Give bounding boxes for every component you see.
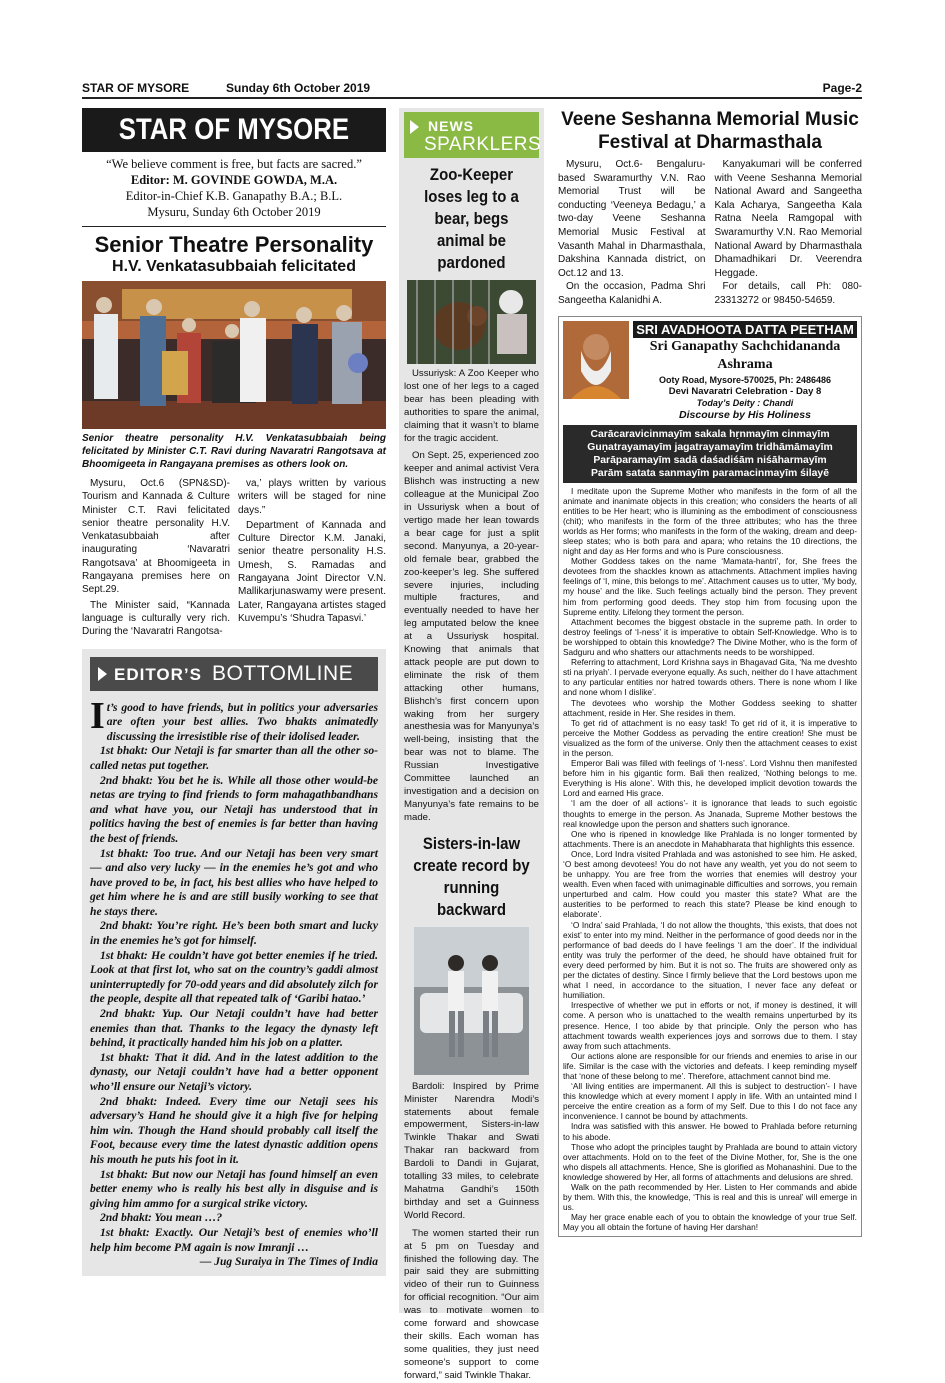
veene-col-b — [715, 158, 863, 308]
right-column — [558, 108, 862, 1237]
ad-ashrama-name: Sri Ganapathy Sachchidananda Ashrama — [649, 338, 841, 372]
felicitation-photo-image — [82, 281, 386, 429]
paragraph: To get rid of attachment is no easy task! To get rid of it, it is imperative to perceive the Mother Goddess as pervading the entire creation! She must be visualized as the form of the universe. Only then the attachment ceases to exist in the person. — [563, 717, 857, 758]
story-body — [82, 477, 386, 641]
paragraph-text: t’s good to have friends, but in politics your adversaries are often your best allies. Two bhakts animatedly discussing the irresistible rise of their idolised leader. — [106, 700, 378, 743]
paragraph: On Sept. 25, experienced zoo keeper and animal activist Vera Blishch was instructing a new colleague at the Municipal Zoo in Ussuriysk when a bout of vertigo made her lean towards a bear cage for just a split second. Manyunya, a 20-year-old female bear, grabbed the zoo-keeper’s leg. She suffered severe injuries, including multiple fractures, and eventually needed to have her leg amputated below the knee at a Ussuriysk hospital. Knowing that animals that attack people are put down to eliminate the risk of them attacking other humans, Blishch’s first concern upon waking from her surgery anesthesia was for Manyunya’s well-being, insisting that the bear was not to blame. The Russian Investigative Committee launched an investigation and a decision on Manyunya’s fate remains to be made. — [404, 450, 539, 823]
mantra-block — [563, 425, 857, 483]
paragraph: 2nd bhakt: You mean …? — [100, 1211, 223, 1225]
swamiji-portrait — [563, 321, 629, 399]
veene-col-a — [558, 158, 706, 308]
sparklers-label: SPARKLERS — [424, 134, 542, 155]
paragraph: Emperor Bali was filled with feelings of ‘I-ness’. Lord Vishnu then manifested before him in his gigantic form. Bali then realized, ‘Nothing belongs to me. Everything is His alone’. With this, he developed implicit devotion towards the Lord and earned His grace. — [563, 758, 857, 799]
bear-photo-image — [407, 280, 536, 364]
ad-address: Ooty Road, Mysore-570025, Ph: 2486486 — [658, 374, 832, 385]
triangle-icon — [410, 120, 419, 134]
drop-cap: I — [90, 694, 105, 737]
bottomline-body — [90, 694, 378, 1270]
felicitation-photo — [82, 281, 386, 429]
sisters-headline-text: Sisters-in-law create record by running backward — [413, 833, 530, 919]
ad-header — [563, 321, 857, 422]
ad-deity: Today’s Deity : Chandi — [696, 397, 794, 408]
masthead — [82, 108, 386, 152]
paragraph — [90, 694, 378, 745]
masthead-info — [82, 156, 386, 220]
editor-line: Editor: M. GOVINDE GOWDA, M.A. — [130, 173, 338, 187]
mantra-line: Parāparamayīm sadā daśadiśām niśāharmayīm — [593, 454, 827, 466]
chief-editor-line: Editor-in-Chief K.B. Ganapathy B.A.; B.L. — [125, 189, 343, 203]
mantra-line: Carācaravicinmayīm sakala hṛnmayīm cinmayīm — [590, 428, 830, 440]
paragraph: Kanyakumari will be conferred with Veene Seshanna Memorial National Award and Sangeetha Kala Acharya, Sangeetha Kala Ratna Neela Ramgopal with Swaramurthy V.N. Rao Memorial National Award by Dharmasthala Dhamadhikari Dr. Veerendra Heggade. — [714, 159, 862, 279]
paragraph: Referring to attachment, Lord Krishna says in Bhagavad Gita, ‘Na me dveshto sti na priyah’. I pervade everyone equally. As such, neither do I have attachment to any particular entities nor hatred towards others. There is none whom I like and none whom I dislike’. — [563, 657, 857, 698]
bottomline-label-1: EDITOR’S — [114, 664, 202, 684]
paragraph: Attachment becomes the biggest obstacle in the supreme path. In order to destroy feelings of ‘I-ness’ it is imperative to obtain Self-Knowledge. Who is to be worshipped to obtain this knowledge? The Divine Mother, who is the form of Sadguru and who shatters our attachments needs to be worshipped. — [563, 616, 857, 658]
zookeeper-headline-text: Zoo-Keeper loses leg to a bear, begs animal be pardoned — [424, 165, 519, 272]
paragraph: 1st bhakt: Our Netaji is far smarter than all the other so-called netas put together. — [90, 744, 378, 772]
photo-caption: Bardoli: Inspired by Prime Minister Narendra Modi’s statements about female empowerment, Sisters-in-law Twinkle Thakar and Swati Thakar ran backward from Bardoli to Dandi in Gujarat, totalling 33 miles, to celebrate Mahatma Gandhi’s 150th birthday and set a Guinness World Record. — [404, 1080, 539, 1221]
left-column — [82, 108, 386, 1276]
paragraph: 2nd bhakt: You bet he is. While all those other would-be netas are trying to find friends to form mahagathbandhans and what have you, our Netaji has understood that in politics having the best of enemies is far better than having the best of friends. — [90, 773, 378, 845]
divider — [82, 226, 386, 227]
news-sparklers-heading — [404, 112, 542, 158]
paragraph: The women started their run at 5 pm on Tuesday and finished the following day. The pair said they are submitting video of their run to Guinness for official recognition. “Our aim was to motivate women to come forward and showcase their skills. Each woman has some qualities, they just need someone’s support to come forward,” said Twinkle Thakar. — [404, 1227, 539, 1381]
paragraph: The Minister said, “Kannada language is culturally very rich. During the ‘Navaratri Rangotsa- — [82, 599, 230, 638]
mantra-line: Parām satata sanmayīm paramacinmayīm śilayē — [591, 467, 829, 479]
triangle-icon — [98, 667, 107, 681]
paragraph: 1st bhakt: That it did. And in the latest addition to the dynasty, our Netaji couldn’t have had a better opponent who’ll ensure our Netaji’s victory. — [90, 1050, 378, 1093]
mantra-line: Guṇatrayamayīm jagatrayamayīm tridhāmāmayīm — [587, 441, 833, 453]
paragraph: va,’ plays written by various writers will be staged for nine days.” — [238, 478, 386, 516]
paragraph: Mother Goddess takes on the name ‘Mamata-hantri’, for, She frees the devotees from the shackles known as attachments. Attachment implies having feelings of ‘I, mine, this belongs to me’. Attachment causes us to utter, ‘My body, my house’ and the like. Such feelings actually bind the person. They prevent him from performing good deeds. They stop him from focusing upon the Supreme entity. Lifelong they torment the person. — [563, 556, 857, 617]
paragraph: Once, Lord Indra visited Prahlada and was astonished to see him. He asked, ‘O best among devotees! You do not have any wealth, yet you do not seem to be unhappy. You are free from the worries that enemies will destroy your wealth. Even when faced with unimaginable difficulties and sorrows, you remain unperturbed and calm. How could you master this state? What are the austerities to be performed to reach this state? Please be kind enough to elaborate’. — [563, 848, 857, 920]
paragraph: Mysuru, Oct.6- Bengaluru-based Swaramurthy V.N. Rao Memorial Trust will be conducting ‘Veeneya Bedagu,’ a two-day Veene Seshanna Memorial Music Festival at Vasanth Mahal in Dharmasthala, Dakshina Kannada district, on Oct.12 and 13. — [558, 159, 706, 279]
paragraph: Mysuru, Oct.6 (SPN&SD)- Tourism and Kannada & Culture Minister C.T. Ravi felicitated senior theatre personality H.V. Venkatasubbaiah after inaugurating ‘Navaratri Rangotsava’ at Bhoomigeeta in Rangayana premises here on Sept.29. — [82, 478, 230, 596]
header-paper-name: STAR OF MYSORE — [82, 81, 190, 95]
ad-org-name: SRI AVADHOOTA DATTA PEETHAM — [633, 321, 857, 338]
runners-photo — [414, 927, 529, 1075]
paragraph: 1st bhakt: But now our Netaji has found himself an even better enemy who is really his best ally in disguise and is giving him ammo for a surgical strike victory. — [90, 1167, 378, 1210]
paragraph: ‘O Indra’ said Prahlada, ‘I do not allow the thoughts, ‘this exists, that does not exist’ to enter into my mind. Neither in the performance of good deeds nor in the performance of bad deeds do I have feelings ‘I am the doer’. If the individual entity was truly the performer of the deed, he should have obtained fruit for every deed performed by him. But it is not so. The fruits are showered only as per the dictates of destiny. Since I firmly believe that the Lord bestows upon me what I need, in accordance to the situation, I never face any defeat or humiliation. — [563, 919, 857, 1001]
paragraph: Indra was satisfied with this answer. He bowed to Prahlada before returning to his abode. — [563, 1121, 857, 1142]
ad-event: Devi Navaratri Celebration - Day 8 — [668, 385, 822, 397]
paragraph: ‘I am the doer of all actions’- it is ignorance that leads to such egoistic thoughts to emerge in the person. As Jnanada, Supreme Mother bestows the real knowledge upon the person and shatters such ignorance. — [563, 798, 857, 829]
ashrama-advertisement — [558, 316, 862, 1238]
paragraph: May her grace enable each of you to obtain the knowledge of your true Self. May you all obtain the fortune of having Her darshan! — [563, 1212, 857, 1233]
paragraph: Irrespective of whether we put in efforts or not, if money is destined, it will come. A person who is unattached to the wealth remains unperturbed by its presence. Hence, I too abide by that principle. Only the person who has attachment towards wealth experiences joys and sorrows due to them. I stay away from such attachments. — [563, 1000, 857, 1051]
masthead-title: STAR OF MYSORE — [118, 113, 350, 146]
place-date-line: Mysuru, Sunday 6th October 2019 — [147, 205, 321, 219]
news-label: NEWS — [428, 118, 474, 134]
bottomline-box — [82, 649, 386, 1276]
paragraph: For details, call Ph: 080-23313272 or 98450-54659. — [714, 281, 862, 306]
veene-headline: Veene Seshanna Memorial Music Festival at Dharmasthala — [561, 109, 859, 153]
photo-caption: Senior theatre personality H.V. Venkatasubbaiah being felicitated by Minister C.T. Ravi during Navaratri Rangotsava at Bhoomigeeta in Rangayana premises as others look on. — [82, 433, 386, 470]
signature: — Jug Suraiya in The Times of India — [199, 1256, 378, 1269]
zookeeper-story — [404, 368, 539, 825]
bear-photo — [407, 280, 536, 364]
paragraph: Those who adopt the principles taught by Prahlada are bound to attain victory over attachments. Hold on to the feet of the Divine Mother, for, She is the one who dispels all attachments. Hence, She is glorified as Mohanashini. Due to the knowledge showered by Her, all forms of attachments and delusions are shred. — [563, 1141, 857, 1182]
header-page-number: Page-2 — [822, 81, 862, 95]
header-date: Sunday 6th October 2019 — [226, 81, 371, 95]
story-title: Senior Theatre Personality — [94, 232, 374, 257]
story-body-col-b — [238, 477, 386, 641]
story-body-col-a — [82, 477, 230, 641]
swamiji-portrait-image — [563, 321, 629, 399]
paragraph: 2nd bhakt: Indeed. Every time our Netaji sees his adversary’s Hand he should give it a high five for helping him win. Though the Hand should probably call itself the Foot, because every time the latest dynastic addition opens his mouth he puts his foot in it. — [90, 1094, 378, 1166]
discourse-text — [563, 486, 857, 1233]
paragraph: One who is ripened in knowledge like Prahlada is no longer tormented by attachments. There is an anecdote in Mahabharata that highlights this essence. — [563, 828, 857, 849]
paragraph: 1st bhakt: He couldn’t have got better enemies if he tried. Look at that first lot, who sat on the country’s gaddi almost uninterruptedly for 70-odd years and did absolutely zilch for the people, despite all that repeated talk of ‘Garibi hatao.’ — [90, 948, 378, 1006]
photo-caption: Ussuriysk: A Zoo Keeper who lost one of her legs to a caged bear has been pleading with authorities to spare the animal, claiming that it wasn’t to blame for the tragic accident. — [404, 368, 539, 444]
paragraph: 1st bhakt: Too true. And our Netaji has been very smart — and also very lucky — in the enemies he’s got and who have proved to be, in fact, his best allies who have helped to get him where he is and are still busily working to see that he stays there. — [90, 846, 378, 918]
paragraph: The devotees who worship the Mother Goddess seeking to shatter attachment, reside in Her. She resides in them. — [563, 697, 857, 718]
bottomline-label-2: BOTTOMLINE — [212, 661, 354, 685]
ad-info — [629, 321, 857, 422]
zookeeper-headline — [404, 164, 539, 274]
ad-discourse: Discourse by His Holiness — [679, 408, 811, 421]
veene-body — [558, 158, 862, 308]
paragraph: 2nd bhakt: You’re right. He’s been both smart and lucky in the enemies he’s got for himself. — [90, 919, 378, 948]
bottomline-heading — [90, 657, 378, 691]
paragraph: I meditate upon the Supreme Mother who manifests in the form of all the animate and inanimate objects in this creation; who considers the hearts of all entities to be Her heart; who is illumining as the embodiment of consciousness (chit); who manifests in the form of the three attributes; who has the three worlds as Her forms; who manifests in the form of the waking, dream and deep-sleep states; who is both para and apara; who retains the 10 directions, the night and day as Her forms and who is Pure consciousness. — [563, 485, 857, 557]
sisters-story — [404, 1081, 539, 1383]
paragraph: 2nd bhakt: Yup. Our Netaji couldn’t have had better enemies than that. Thanks to the legacy the dynasty left behind, it practically handed him his job on a platter. — [90, 1007, 378, 1050]
paragraph: Walk on the path recommended by Her. Listen to Her commands and abide by them. With this, the knowledge, ‘This is real and this is unreal’ will emerge in us. — [563, 1182, 857, 1213]
paragraph: Department of Kannada and Culture Director K.M. Janaki, senior theatre personality H.S. Umesh, S. Ramadas and Rangayana Joint Director V.N. Mallikarjunaswamy were present. Later, Rangayana artistes staged Kuvempu’s ‘Shudra Tapasvi.’ — [238, 519, 386, 624]
paragraph: Our actions alone are responsible for our friends and enemies to arise in our life. Similar is the case with the victories and defeats. I keep reminding myself that ‘none of these belong to me’. Therefore, attachment cannot bind me. — [563, 1050, 857, 1081]
paragraph: ‘All living entities are impermanent. All this is subject to destruction’- I have this knowledge which at every moment I apply in life. With an untainted mind I perceive the entire creation as a form of my Self. Due to this I do not face any inconvenience. I cannot be bound by attachments. — [563, 1081, 857, 1122]
header-rule — [82, 97, 862, 99]
story-subtitle: H.V. Venkatasubbaiah felicitated — [112, 258, 356, 275]
motto: “We believe comment is free, but facts are sacred.” — [106, 157, 362, 171]
news-sparklers-column — [399, 108, 544, 1381]
paragraph: 1st bhakt: Exactly. Our Netaji’s best of enemies who’ll help him become PM again is now Imranji … — [90, 1225, 378, 1254]
runners-photo-image — [414, 927, 529, 1075]
paragraph: On the occasion, Padma Shri Sangeetha Kalanidhi A. — [558, 281, 706, 306]
sisters-headline — [404, 833, 539, 921]
